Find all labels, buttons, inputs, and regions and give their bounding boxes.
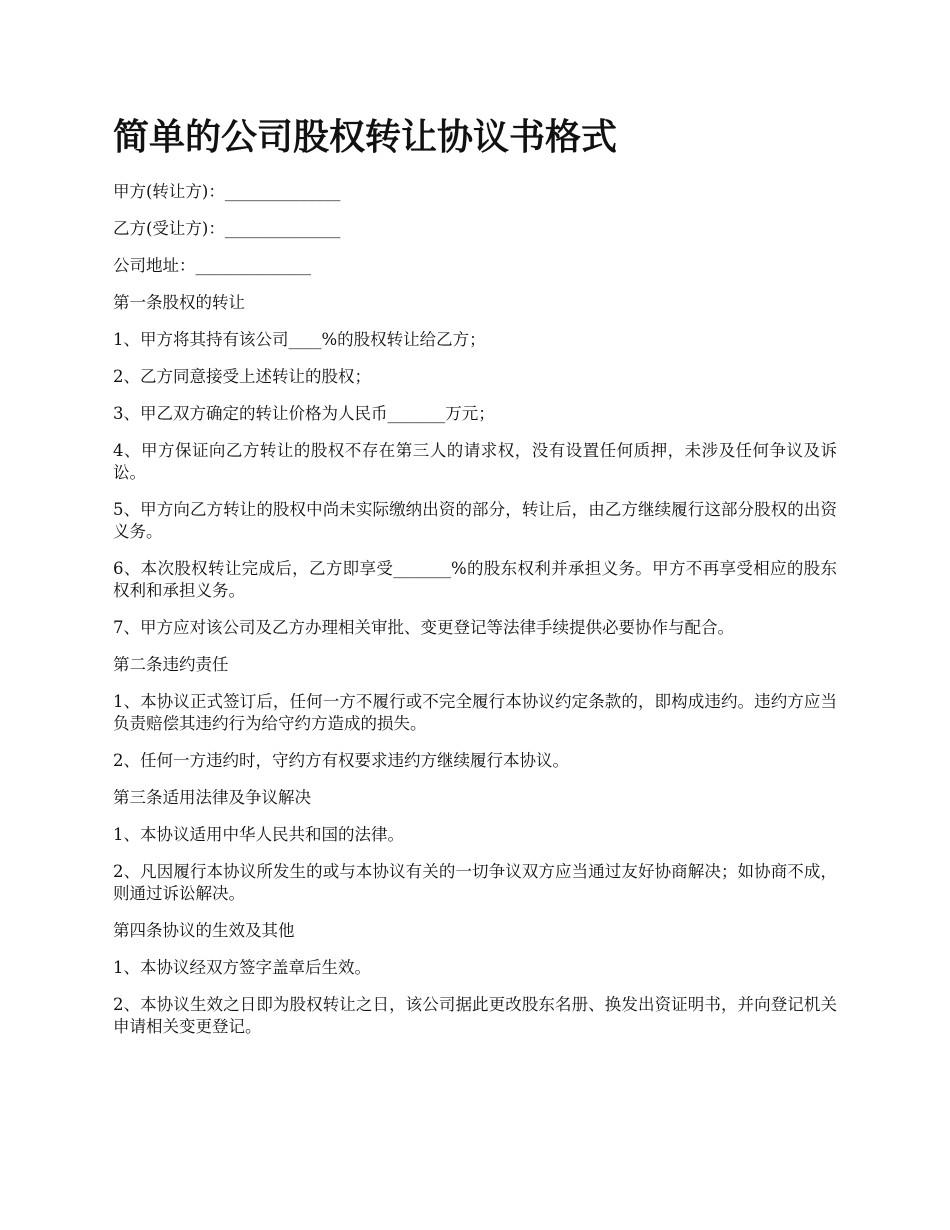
clause-paragraph: 4、甲方保证向乙方转让的股权不存在第三人的请求权，没有设置任何质押，未涉及任何争议及诉讼。 [113, 441, 837, 482]
section-heading-1: 第一条股权的转让 [113, 293, 245, 312]
company-address-line: 公司地址：______________ [113, 256, 311, 275]
clause-paragraph: 1、本协议经双方签字盖章后生效。 [113, 958, 371, 977]
clause-paragraph: 2、乙方同意接受上述转让的股权； [113, 367, 371, 386]
clause-paragraph: 6、本次股权转让完成后，乙方即享受_______%的股东权利并承担义务。甲方不再享受相应的股东权利和承担义务。 [113, 559, 837, 600]
clause-paragraph: 7、甲方应对该公司及乙方办理相关审批、变更登记等法律手续提供必要协作与配合。 [113, 618, 734, 637]
clause-paragraph: 2、任何一方违约时，守约方有权要求违约方继续履行本协议。 [113, 751, 569, 770]
clause-paragraph: 1、甲方将其持有该公司____%的股权转让给乙方； [113, 330, 486, 349]
clause-paragraph: 2、凡因履行本协议所发生的或与本协议有关的一切争议双方应当通过友好协商解决；如协商不成，则通过诉讼解决。 [113, 862, 837, 903]
clause-paragraph: 1、本协议适用中华人民共和国的法律。 [113, 825, 404, 844]
clause-paragraph: 5、甲方向乙方转让的股权中尚未实际缴纳出资的部分，转让后，由乙方继续履行这部分股权的出资义务。 [113, 500, 837, 541]
clause-paragraph: 3、甲乙双方确定的转让价格为人民币_______万元； [113, 404, 495, 423]
clause-paragraph: 1、本协议正式签订后，任何一方不履行或不完全履行本协议约定条款的，即构成违约。违约方应当负责赔偿其违约行为给守约方造成的损失。 [113, 692, 837, 733]
section-heading-2: 第二条违约责任 [113, 655, 229, 674]
party-a-line: 甲方(转让方)：______________ [113, 182, 341, 201]
document-title: 简单的公司股权转让协议书格式 [113, 116, 618, 158]
section-heading-3: 第三条适用法律及争议解决 [113, 788, 311, 807]
party-b-line: 乙方(受让方)：______________ [113, 219, 341, 238]
document-page [113, 113, 837, 1053]
clause-paragraph: 2、本协议生效之日即为股权转让之日，该公司据此更改股东名册、换发出资证明书，并向登记机关申请相关变更登记。 [113, 995, 837, 1036]
section-heading-4: 第四条协议的生效及其他 [113, 921, 295, 940]
